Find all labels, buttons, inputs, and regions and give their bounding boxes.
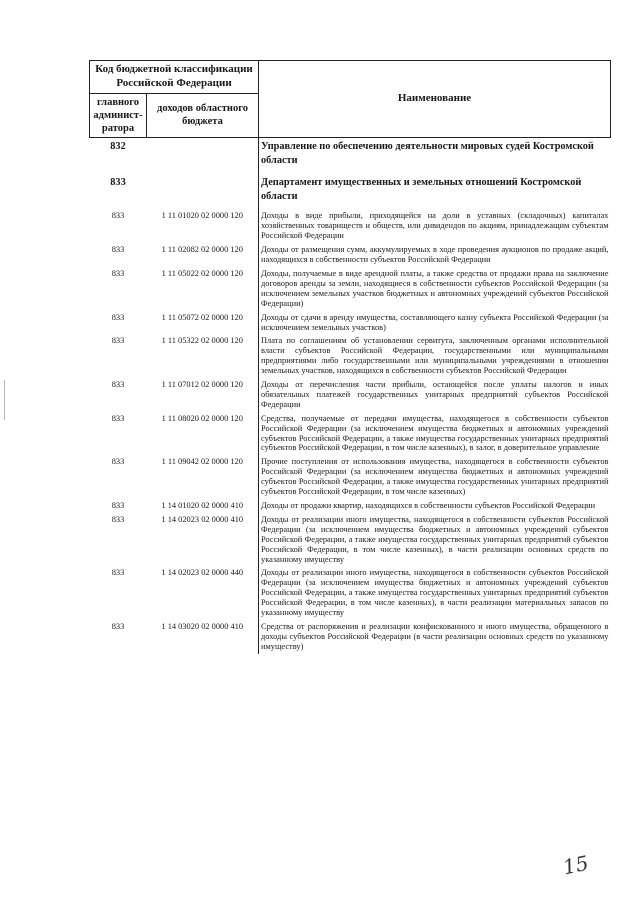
section-row <box>90 174 611 210</box>
section-row <box>90 137 611 173</box>
table-row <box>90 243 611 267</box>
name-cell: Доходы от реализации иного имущества, находящегося в собственности субъектов Российской Федерации (за исключением имущества бюджетных и автономных учреждений субъектов Российской Федерации, а также имущества государственных унитарных предприятий субъектов Российской Федерации, в том числе казенных), в части реализации материальных запасов по указанному имуществу <box>261 568 609 618</box>
name-cell: Плата по соглашениям об установлении сервитута, заключенным органами исполнительной власти субъектов Российской Федерации, государственными или муниципальными предприятиями либо государственными или муниципальными учреждениями в отношении земельных участков, находящихся в собственности субъектов Российской Федерации <box>261 336 609 376</box>
name-cell: Доходы в виде прибыли, приходящейся на доли в уставных (складочных) капиталах хозяйственных товариществ и обществ, или дивидендов по акциям, принадлежащим субъектам Российской Федерации <box>261 211 609 241</box>
revenue-code-cell: 1 11 05072 02 0000 120 <box>147 311 259 335</box>
admin-code-cell: 833 <box>111 245 125 255</box>
name-cell: Доходы от реализации иного имущества, находящегося в собственности субъектов Российской Федерации (за исключением имущества бюджетных и автономных учреждений субъектов Российской Федерации, а также имущества государственных унитарных предприятий субъектов Российской Федерации, в том числе казенных), в части реализации основных средств по указанному имуществу <box>261 514 609 564</box>
revenue-code-cell: 1 11 01020 02 0000 120 <box>147 209 259 243</box>
revenue-code-cell <box>147 137 259 173</box>
admin-code-cell: 833 <box>111 312 125 322</box>
revenue-code-cell: 1 14 03020 02 0000 410 <box>147 620 259 654</box>
revenue-code-cell: 1 14 02023 02 0000 410 <box>147 513 259 567</box>
budget-classification-table <box>89 60 611 654</box>
revenue-code-cell: 1 11 02082 02 0000 120 <box>147 243 259 267</box>
revenue-code-cell: 1 11 07012 02 0000 120 <box>147 378 259 412</box>
name-cell: Средства, получаемые от передачи имущества, находящегося в собственности субъектов Российской Федерации (за исключением имущества бюджетных и автономных учреждений субъектов Российской Федерации, а также имущества государственных унитарных предприятий субъектов Российской Федерации, в том числе казенных), в залог, в доверительное управление <box>261 413 609 453</box>
revenue-code-cell: 1 11 05322 02 0000 120 <box>147 334 259 378</box>
admin-code-cell: 833 <box>111 568 125 578</box>
revenue-code-cell: 1 11 08020 02 0000 120 <box>147 412 259 456</box>
header-code-group: Код бюджетной классификации Российской Федерации <box>90 61 259 94</box>
admin-code-cell: 833 <box>111 336 125 346</box>
admin-code-cell: 832 <box>110 140 126 152</box>
page-number-handwritten: 15 <box>560 850 591 880</box>
header-admin: главного админист-ратора <box>90 93 147 137</box>
revenue-code-cell: 1 14 02023 02 0000 440 <box>147 566 259 620</box>
table-row <box>90 412 611 456</box>
revenue-code-cell: 1 11 05022 02 0000 120 <box>147 267 259 311</box>
table-row <box>90 513 611 567</box>
name-cell: Управление по обеспечению деятельности мировых судей Костромской области <box>261 140 594 166</box>
table-row <box>90 209 611 243</box>
header-revenue: доходов областного бюджета <box>147 93 259 137</box>
name-cell: Средства от распоряжения и реализации конфискованного и иного имущества, обращенного в доходы субъектов Российской Федерации (в части реализации основных средств по указанному имуществу) <box>261 621 609 651</box>
admin-code-cell: 833 <box>111 457 125 467</box>
admin-code-cell: 833 <box>111 621 125 631</box>
name-cell: Доходы, получаемые в виде арендной платы, а также средства от продажи права на заключение договоров аренды за земли, находящиеся в собственности субъектов Российской Федерации (за исключением земельных участков бюджетных и автономных учреждений субъектов Российской Федерации) <box>261 268 609 308</box>
admin-code-cell: 833 <box>111 501 125 510</box>
admin-code-cell: 833 <box>110 176 126 188</box>
admin-code-cell: 833 <box>111 413 125 423</box>
table-body <box>90 137 611 653</box>
table-row <box>90 267 611 311</box>
name-cell: Департамент имущественных и земельных отношений Костромской области <box>261 176 582 202</box>
name-cell: Доходы от размещения сумм, аккумулируемых в ходе проведения аукционов по продаже акций, находящихся в собственности субъектов Российской Федерации <box>261 245 609 265</box>
table-row <box>90 334 611 378</box>
admin-code-cell: 833 <box>111 211 125 221</box>
scan-margin-mark <box>4 380 5 420</box>
table-row <box>90 378 611 412</box>
table-row <box>90 499 611 513</box>
name-cell: Доходы от перечисления части прибыли, остающейся после уплаты налогов и иных обязательных платежей государственных унитарных предприятий субъектов Российской Федерации <box>261 380 609 409</box>
table-row <box>90 620 611 654</box>
table-row <box>90 455 611 499</box>
name-cell: Доходы от продажи квартир, находящихся в собственности субъектов Российской Федерации <box>261 501 596 510</box>
revenue-code-cell <box>147 174 259 210</box>
table-row <box>90 566 611 620</box>
revenue-code-cell: 1 14 01020 02 0000 410 <box>147 499 259 513</box>
header-name: Наименование <box>259 61 611 138</box>
name-cell: Прочие поступления от использования имущества, находящегося в собственности субъектов Российской Федерации (за исключением имущества бюджетных и автономных учреждений субъектов Российской Федерации, а также имущества государственных унитарных предприятий субъектов Российской Федерации, в том числе казенных) <box>261 457 609 497</box>
revenue-code-cell: 1 11 09042 02 0000 120 <box>147 455 259 499</box>
table-row <box>90 311 611 335</box>
admin-code-cell: 833 <box>111 268 125 278</box>
admin-code-cell: 833 <box>111 514 125 524</box>
name-cell: Доходы от сдачи в аренду имущества, составляющего казну субъекта Российской Федерации (за исключением земельных участков) <box>261 312 609 332</box>
admin-code-cell: 833 <box>111 380 125 390</box>
